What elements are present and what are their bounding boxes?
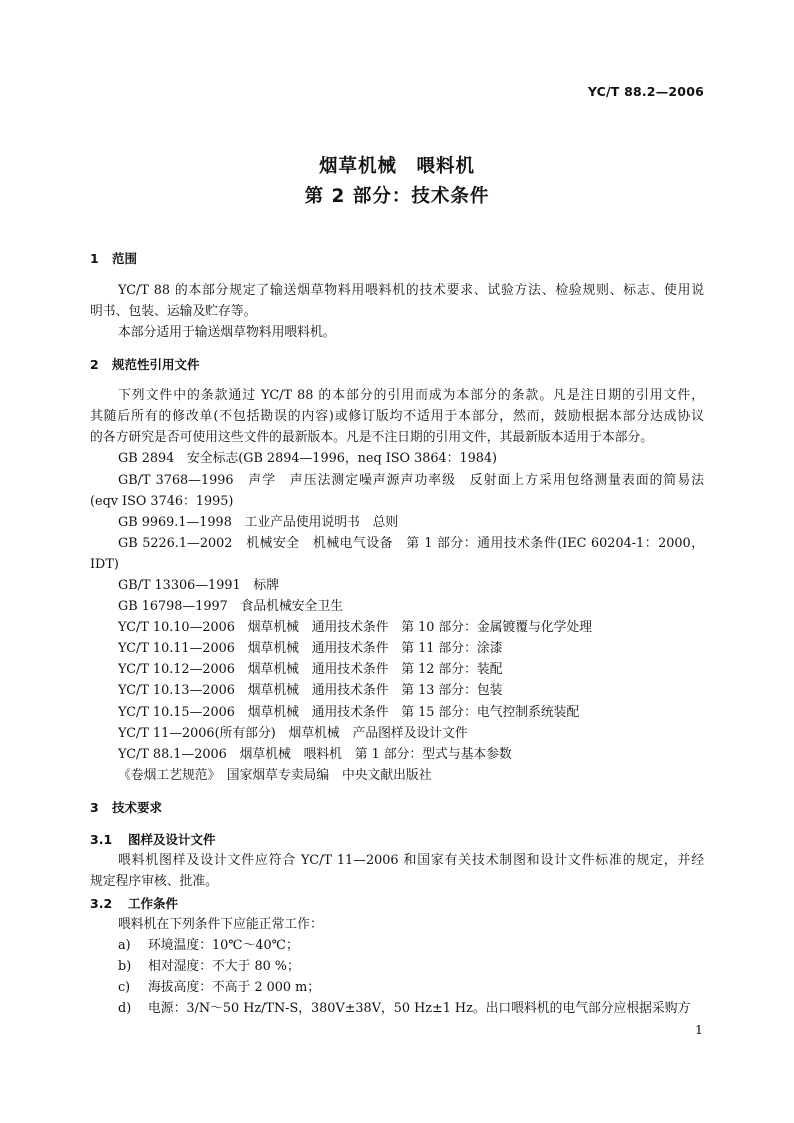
reference-item: YC/T 10.15—2006 烟草机械 通用技术条件 第 15 部分：电气控制系统装配 — [118, 705, 580, 720]
reference-item: YC/T 10.13—2006 烟草机械 通用技术条件 第 13 部分：包装 — [118, 683, 503, 698]
condition-text: 海拔高度：不高于 2 000 m； — [148, 980, 321, 995]
reference-item: 《卷烟工艺规范》 国家烟草专卖局编 中央文献出版社 — [118, 768, 432, 783]
section-title: 范围 — [112, 251, 138, 266]
reference-item: YC/T 10.12—2006 烟草机械 通用技术条件 第 12 部分：装配 — [118, 662, 503, 677]
section-number: 3.2 — [90, 896, 113, 911]
condition-text: 相对湿度：不大于 80 %； — [148, 959, 300, 974]
reference-item: GB/T 13306—1991 标牌 — [118, 578, 280, 593]
reference-item: YC/T 88.1—2006 烟草机械 喂料机 第 1 部分：型式与基本参数 — [118, 747, 512, 762]
subsection-heading-drawings — [90, 831, 704, 849]
reference-item: GB 16798—1997 食品机械安全卫生 — [118, 599, 343, 614]
section-title: 工作条件 — [128, 896, 179, 911]
section-number: 1 — [90, 251, 99, 266]
document-subtitle: 第 2 部分：技术条件 — [304, 186, 490, 207]
condition-text: 电源：3/N～50 Hz/TN-S，380V±38V，50 Hz±1 Hz。出口喂料机的电气部分应根据采购方 — [148, 1001, 691, 1016]
section-title: 图样及设计文件 — [128, 832, 216, 847]
section-number: 3 — [90, 800, 99, 815]
paragraph-line: 喂料机在下列条件下应能正常工作： — [118, 917, 323, 932]
section-title: 规范性引用文件 — [112, 357, 200, 372]
condition-text: 环境温度：10℃～40℃； — [148, 938, 299, 953]
reference-item: YC/T 11—2006(所有部分) 烟草机械 产品图样及设计文件 — [118, 726, 468, 741]
condition-label: d) — [118, 1001, 132, 1016]
section-title: 技术要求 — [112, 800, 163, 815]
reference-item: YC/T 10.10—2006 烟草机械 通用技术条件 第 10 部分：金属镀覆与化学处理 — [118, 620, 593, 635]
condition-item — [118, 958, 704, 976]
paragraph-line: 明书、包装、运输及贮存等。 — [90, 304, 257, 319]
condition-label: c) — [118, 980, 131, 995]
paragraph-line: 的各方研究是否可使用这些文件的最新版本。凡是不注日期的引用文件，其最新版本适用于本部分。 — [90, 430, 654, 445]
section-number: 2 — [90, 357, 99, 372]
condition-item — [118, 937, 704, 955]
reference-item: YC/T 10.11—2006 烟草机械 通用技术条件 第 11 部分：涂漆 — [118, 641, 503, 656]
reference-item: GB/T 3768—1996 声学 声压法测定噪声源声功率级 反射面上方采用包络测量表面的简易法 — [118, 473, 704, 488]
document-title: 烟草机械 喂料机 — [318, 156, 475, 177]
paragraph-line: 规定程序审核、批准。 — [90, 874, 218, 889]
section-heading-normative-references — [90, 356, 704, 374]
reference-item: GB 5226.1—2002 机械安全 机械电气设备 第 1 部分：通用技术条件(IEC 60204-1：2000， — [118, 536, 704, 551]
condition-item — [118, 1000, 704, 1018]
paragraph-line: 喂料机图样及设计文件应符合 YC/T 11—2006 和国家有关技术制图和设计文件标准的规定，并经 — [118, 853, 704, 868]
page-number: 1 — [695, 1022, 703, 1037]
subsection-heading-working-conditions — [90, 895, 704, 913]
section-number: 3.1 — [90, 832, 113, 847]
reference-item-continuation: IDT) — [90, 557, 119, 572]
reference-item-continuation: (eqv ISO 3746：1995) — [90, 494, 234, 509]
condition-label: a) — [118, 938, 131, 953]
reference-item: GB 2894 安全标志(GB 2894—1996，neq ISO 3864：1984) — [118, 451, 498, 466]
standard-number: YC/T 88.2—2006 — [587, 84, 704, 99]
paragraph-line: 其随后所有的修改单(不包括勘误的内容)或修订版均不适用于本部分，然而，鼓励根据本部分达成协议 — [90, 409, 704, 424]
paragraph-line: 本部分适用于输送烟草物料用喂料机。 — [118, 325, 336, 340]
paragraph-line: YC/T 88 的本部分规定了输送烟草物料用喂料机的技术要求、试验方法、检验规则、标志、使用说 — [118, 283, 704, 298]
paragraph-line: 下列文件中的条款通过 YC/T 88 的本部分的引用而成为本部分的条款。凡是注日期的引用文件， — [118, 388, 704, 403]
condition-label: b) — [118, 959, 132, 974]
section-heading-technical-requirements — [90, 799, 704, 817]
condition-item — [118, 979, 704, 997]
reference-item: GB 9969.1—1998 工业产品使用说明书 总则 — [118, 515, 399, 530]
section-heading-scope — [90, 250, 704, 268]
